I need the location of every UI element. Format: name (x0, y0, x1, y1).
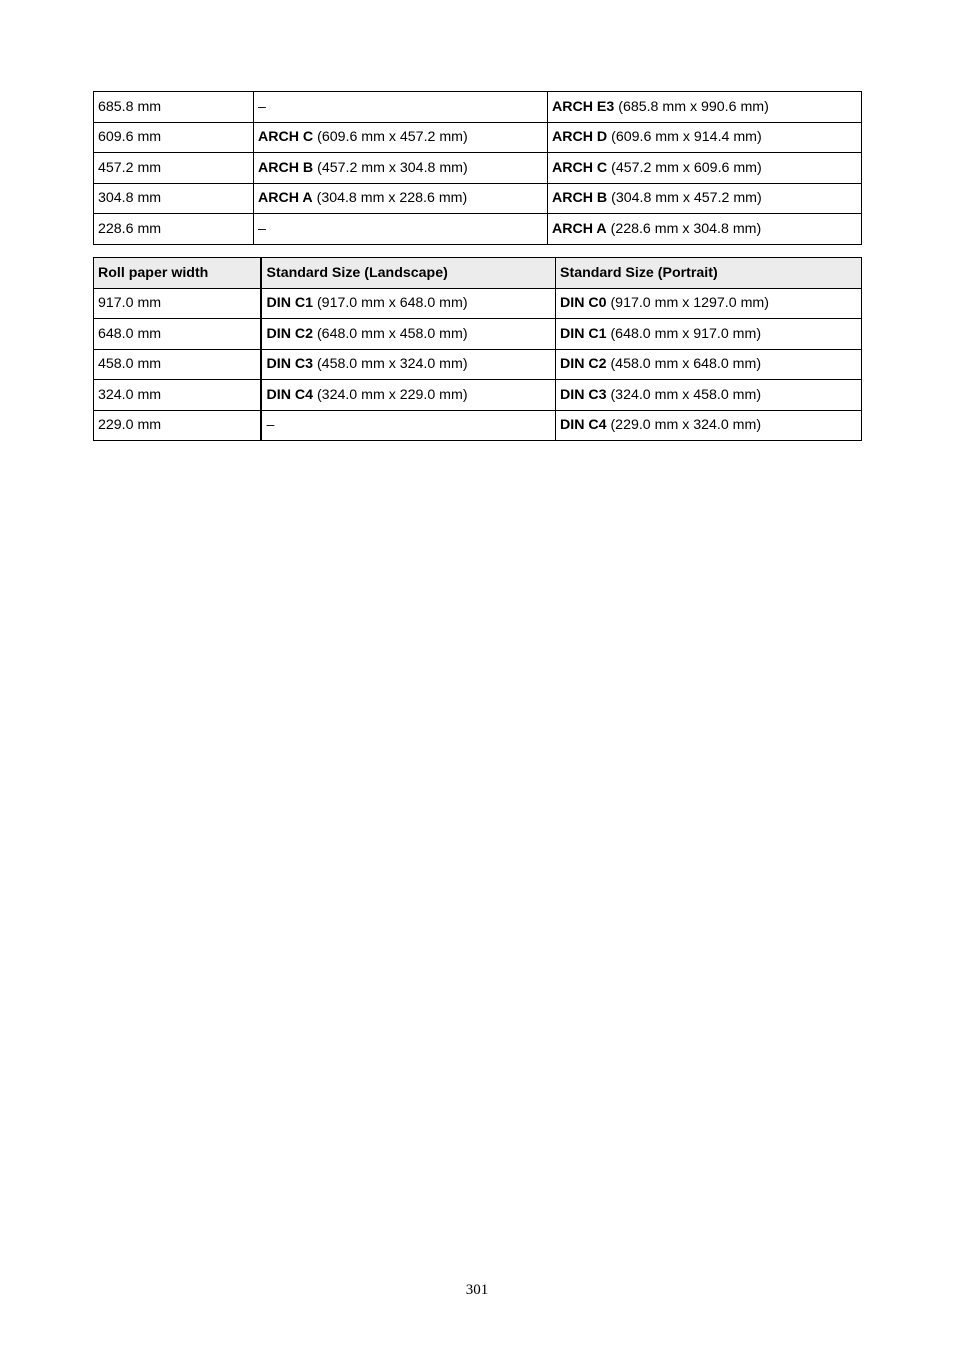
size-dimensions: (457.2 mm x 304.8 mm) (313, 159, 468, 176)
table-row (94, 183, 862, 214)
size-dimensions: (304.8 mm x 228.6 mm) (312, 190, 468, 207)
roll-width-cell: 229.0 mm (94, 410, 261, 441)
size-name: DIN C0 (560, 295, 607, 312)
empty-dash: – (266, 417, 275, 434)
size-dimensions: (609.6 mm x 457.2 mm) (313, 129, 468, 146)
table-row (94, 122, 862, 153)
size-name: DIN C3 (560, 386, 607, 403)
portrait-size-cell (548, 122, 862, 153)
roll-width-cell: 609.6 mm (94, 122, 254, 153)
landscape-size-cell (261, 288, 556, 319)
size-dimensions: (458.0 mm x 324.0 mm) (313, 356, 468, 373)
size-name: ARCH A (258, 190, 313, 207)
page-number: 301 (465, 1282, 489, 1298)
landscape-size-cell (254, 122, 548, 153)
size-dimensions: (648.0 mm x 458.0 mm) (313, 325, 468, 342)
table-row (94, 92, 862, 123)
size-dimensions: (609.6 mm x 914.4 mm) (607, 129, 762, 146)
header-roll-paper-width: Roll paper width (94, 258, 261, 289)
portrait-size-cell (556, 380, 862, 411)
size-name: ARCH C (258, 129, 314, 146)
roll-width-cell: 457.2 mm (94, 153, 254, 184)
portrait-size-cell (548, 214, 862, 245)
roll-width-cell: 324.0 mm (94, 380, 261, 411)
size-name: ARCH C (552, 159, 608, 176)
table-row (94, 349, 862, 380)
empty-dash: – (258, 98, 266, 115)
size-name: ARCH A (552, 220, 607, 237)
size-name: ARCH B (258, 159, 314, 176)
size-name: ARCH B (552, 190, 608, 207)
size-name: DIN C4 (266, 386, 314, 403)
landscape-size-cell (254, 214, 548, 245)
table-row (94, 410, 862, 441)
landscape-size-cell (254, 153, 548, 184)
table-row (94, 214, 862, 245)
size-name: ARCH D (552, 129, 608, 146)
landscape-size-cell (261, 319, 556, 350)
table-row (94, 288, 862, 319)
size-dimensions: (324.0 mm x 458.0 mm) (606, 386, 762, 403)
size-dimensions: (917.0 mm x 648.0 mm) (313, 295, 468, 312)
landscape-size-cell (261, 349, 556, 380)
size-dimensions: (917.0 mm x 1297.0 mm) (606, 295, 769, 312)
size-name: DIN C2 (266, 325, 314, 342)
size-name: DIN C3 (266, 356, 314, 373)
roll-width-cell: 685.8 mm (94, 92, 254, 123)
size-dimensions: (304.8 mm x 457.2 mm) (607, 190, 762, 207)
size-name: DIN C1 (266, 295, 314, 312)
size-dimensions: (228.6 mm x 304.8 mm) (606, 220, 762, 237)
portrait-size-cell (556, 319, 862, 350)
table-row (94, 319, 862, 350)
roll-width-cell: 458.0 mm (94, 349, 261, 380)
size-name: DIN C1 (560, 325, 607, 342)
landscape-size-cell (261, 380, 556, 411)
roll-width-cell: 917.0 mm (94, 288, 261, 319)
landscape-size-cell (254, 183, 548, 214)
size-dimensions: (229.0 mm x 324.0 mm) (606, 417, 762, 434)
size-dimensions: (458.0 mm x 648.0 mm) (606, 356, 762, 373)
landscape-size-cell (254, 92, 548, 123)
size-dimensions: (457.2 mm x 609.6 mm) (607, 159, 762, 176)
size-name: DIN C4 (560, 417, 607, 434)
size-dimensions: (324.0 mm x 229.0 mm) (313, 386, 468, 403)
roll-width-cell: 648.0 mm (94, 319, 261, 350)
header-standard-size-landscape: Standard Size (Landscape) (261, 258, 556, 289)
roll-width-cell: 228.6 mm (94, 214, 254, 245)
header-standard-size-portrait: Standard Size (Portrait) (556, 258, 862, 289)
size-name: ARCH E3 (552, 98, 615, 115)
roll-width-cell: 304.8 mm (94, 183, 254, 214)
empty-dash: – (258, 220, 266, 237)
arch-size-table (93, 91, 862, 245)
table-row (94, 153, 862, 184)
portrait-size-cell (548, 153, 862, 184)
table-header-row (94, 258, 862, 289)
portrait-size-cell (556, 288, 862, 319)
landscape-size-cell (261, 410, 556, 441)
size-dimensions: (685.8 mm x 990.6 mm) (614, 98, 769, 115)
portrait-size-cell (548, 183, 862, 214)
portrait-size-cell (556, 410, 862, 441)
din-size-table (93, 257, 862, 441)
size-name: DIN C2 (560, 356, 607, 373)
portrait-size-cell (556, 349, 862, 380)
portrait-size-cell (548, 92, 862, 123)
table-row (94, 380, 862, 411)
size-dimensions: (648.0 mm x 917.0 mm) (606, 325, 762, 342)
